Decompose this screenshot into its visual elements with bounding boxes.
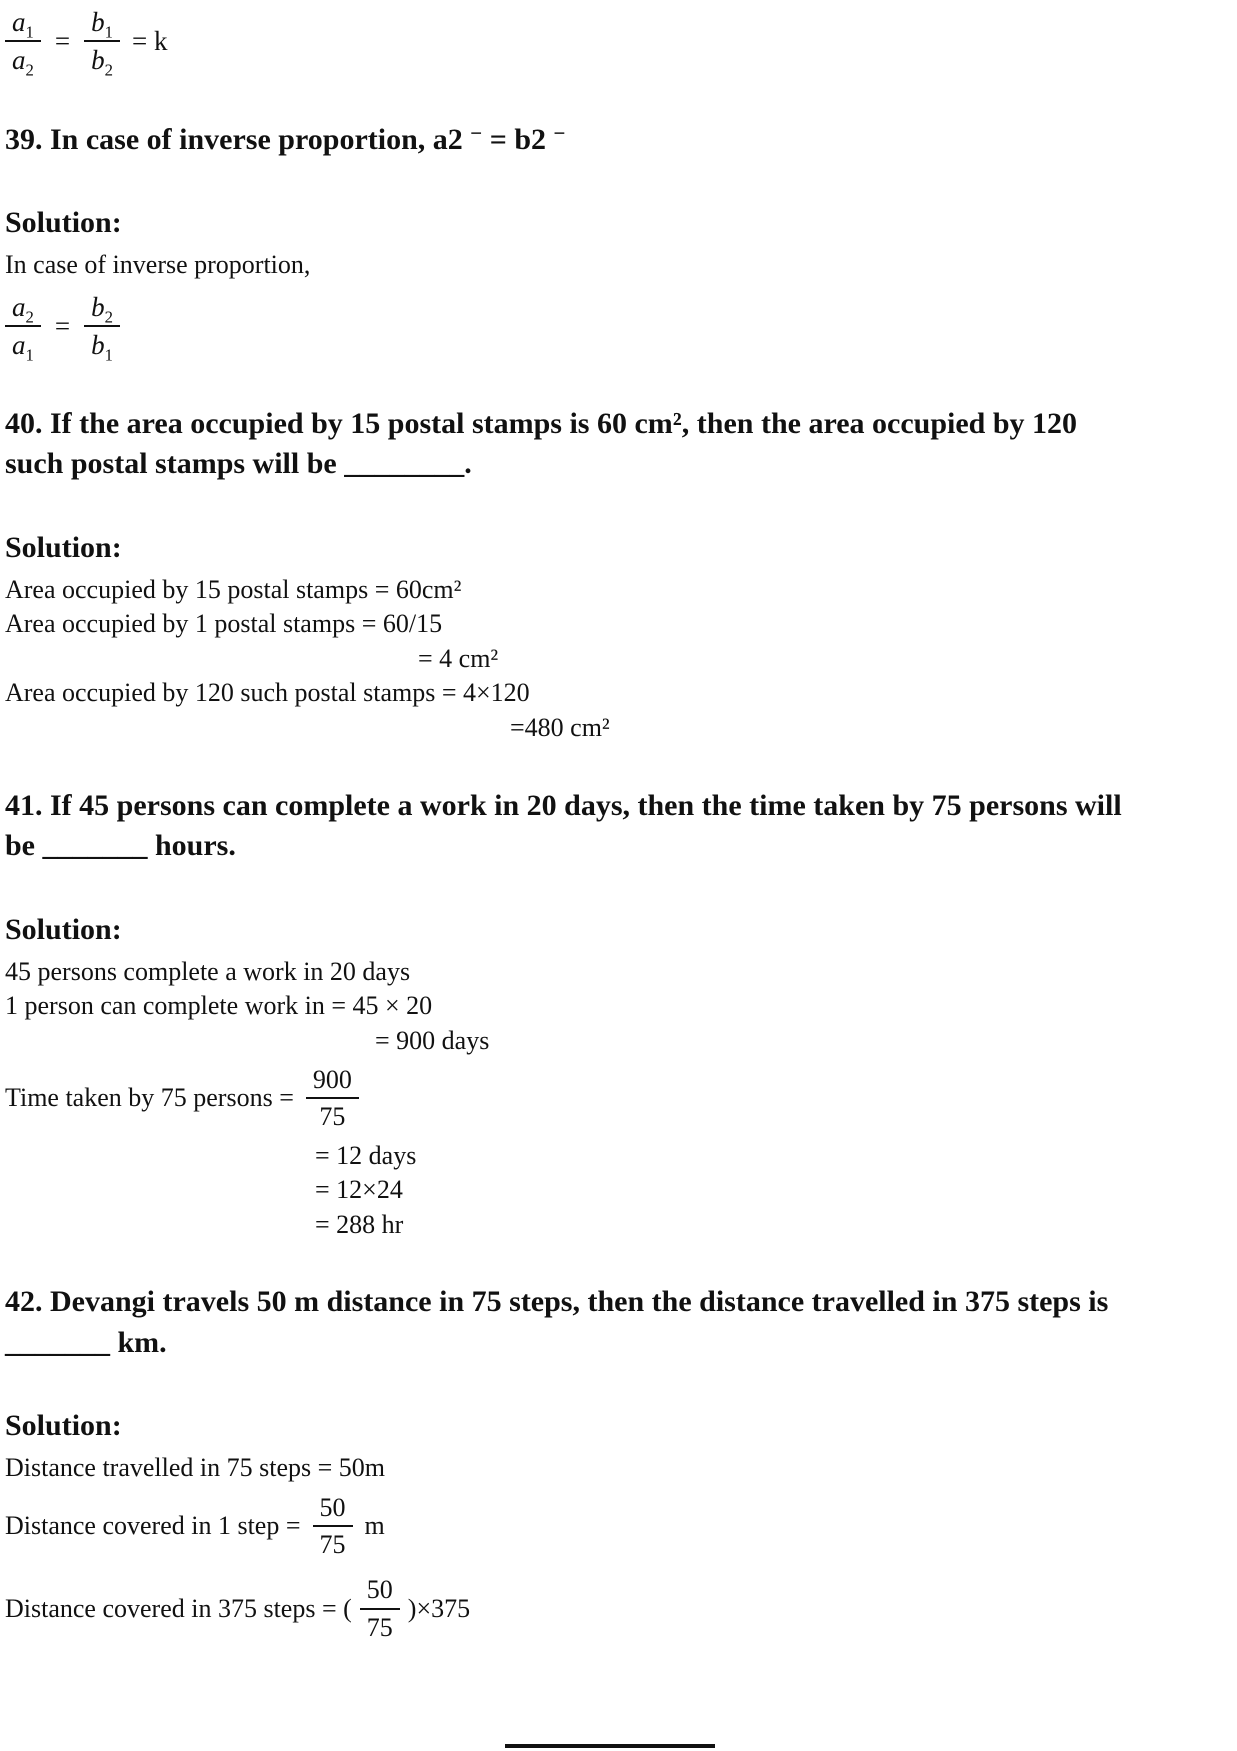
question-39-heading	[5, 119, 1123, 161]
fraction	[5, 291, 41, 365]
fraction-denominator: 75	[319, 1102, 346, 1132]
variable: a	[12, 7, 26, 37]
cut-off-fraction-bar	[505, 1744, 715, 1748]
subscript: 1	[25, 345, 34, 365]
intro-equation	[5, 6, 1207, 80]
equation-prefix: Distance covered in 375 steps = (	[5, 1593, 352, 1623]
variable: b	[91, 330, 105, 361]
variable: b	[91, 291, 105, 322]
solution-text-line: = 900 days	[375, 1025, 490, 1055]
question-39-heading-text: 39. In case of inverse proportion, a2	[5, 122, 471, 156]
time-taken-equation	[5, 1064, 1207, 1132]
solution-text-line: Area occupied by 120 such postal stamps = 4×120	[5, 678, 530, 708]
solution-text-line: = 4 cm²	[418, 643, 499, 673]
solution-text-line: Distance travelled in 75 steps = 50m	[5, 1453, 386, 1483]
solution-text-line: = 288 hr	[315, 1209, 404, 1239]
solution-text-line: = 12×24	[315, 1175, 403, 1205]
variable: a	[12, 330, 26, 361]
solution-text-line: Area occupied by 15 postal stamps = 60cm²	[5, 574, 462, 604]
solution-text-line: = 12 days	[315, 1140, 417, 1170]
equals-sign: =	[54, 25, 71, 56]
question-42-heading: 42. Devangi travels 50 m distance in 75 steps, then the distance travelled in 375 steps is _______ km.	[5, 1285, 1109, 1359]
fraction	[84, 291, 120, 365]
superscript-dash: −	[553, 120, 566, 145]
subscript: 2	[25, 307, 34, 327]
equation-suffix: m	[364, 1511, 385, 1541]
equals-sign: =	[54, 310, 71, 341]
variable: a	[12, 291, 26, 322]
fraction-numerator	[84, 291, 120, 327]
fraction-numerator: 900	[306, 1064, 359, 1099]
fraction-numerator	[5, 291, 41, 327]
question-39-equation	[5, 291, 1207, 365]
superscript-dash: −	[470, 120, 483, 145]
subscript: 1	[104, 345, 113, 365]
solution-text-line: In case of inverse proportion,	[5, 250, 311, 280]
question-39-heading-text: = b2	[482, 122, 554, 156]
equation-prefix: Distance covered in 1 step =	[5, 1511, 301, 1541]
fraction	[360, 1574, 400, 1642]
subscript: 1	[104, 22, 113, 42]
equation-tail: = k	[131, 25, 168, 56]
fraction-denominator	[91, 327, 113, 365]
distance-one-step-equation	[5, 1492, 1207, 1560]
fraction-denominator	[91, 42, 113, 80]
fraction-denominator: 75	[366, 1612, 393, 1642]
solution-text-line: 45 persons complete a work in 20 days	[5, 956, 411, 986]
subscript: 2	[104, 307, 113, 327]
solution-heading: Solution:	[5, 530, 122, 564]
fraction	[306, 1064, 359, 1132]
fraction-denominator	[12, 327, 34, 365]
fraction-denominator	[12, 42, 34, 80]
distance-375-steps-equation	[5, 1574, 1207, 1642]
solution-heading: Solution:	[5, 206, 122, 240]
fraction-numerator	[84, 6, 120, 42]
question-41-heading: 41. If 45 persons can complete a work in 20 days, then the time taken by 75 persons will be _______ hours.	[5, 788, 1122, 863]
fraction	[313, 1492, 353, 1560]
solution-heading: Solution:	[5, 912, 122, 946]
equation-suffix: )×375	[407, 1593, 471, 1623]
solution-text-line: 1 person can complete work in = 45 × 20	[5, 991, 433, 1021]
solution-text-line: =480 cm²	[510, 712, 610, 742]
fraction-numerator: 50	[360, 1574, 400, 1609]
solution-text-line: Area occupied by 1 postal stamps = 60/15	[5, 609, 443, 639]
fraction	[84, 6, 120, 80]
variable: b	[91, 45, 105, 76]
question-40-heading: 40. If the area occupied by 15 postal stamps is 60 cm², then the area occupied by 120 such postal stamps will be ________.	[5, 406, 1078, 481]
variable: b	[91, 7, 105, 37]
subscript: 2	[104, 60, 113, 80]
variable: a	[12, 45, 26, 76]
subscript: 2	[25, 60, 34, 80]
equation-prefix: Time taken by 75 persons =	[5, 1083, 294, 1113]
solution-heading: Solution:	[5, 1409, 122, 1443]
fraction-denominator: 75	[319, 1530, 346, 1560]
subscript: 1	[25, 22, 34, 42]
fraction-numerator: 50	[313, 1492, 353, 1527]
fraction-numerator	[5, 6, 41, 42]
fraction	[5, 6, 41, 80]
